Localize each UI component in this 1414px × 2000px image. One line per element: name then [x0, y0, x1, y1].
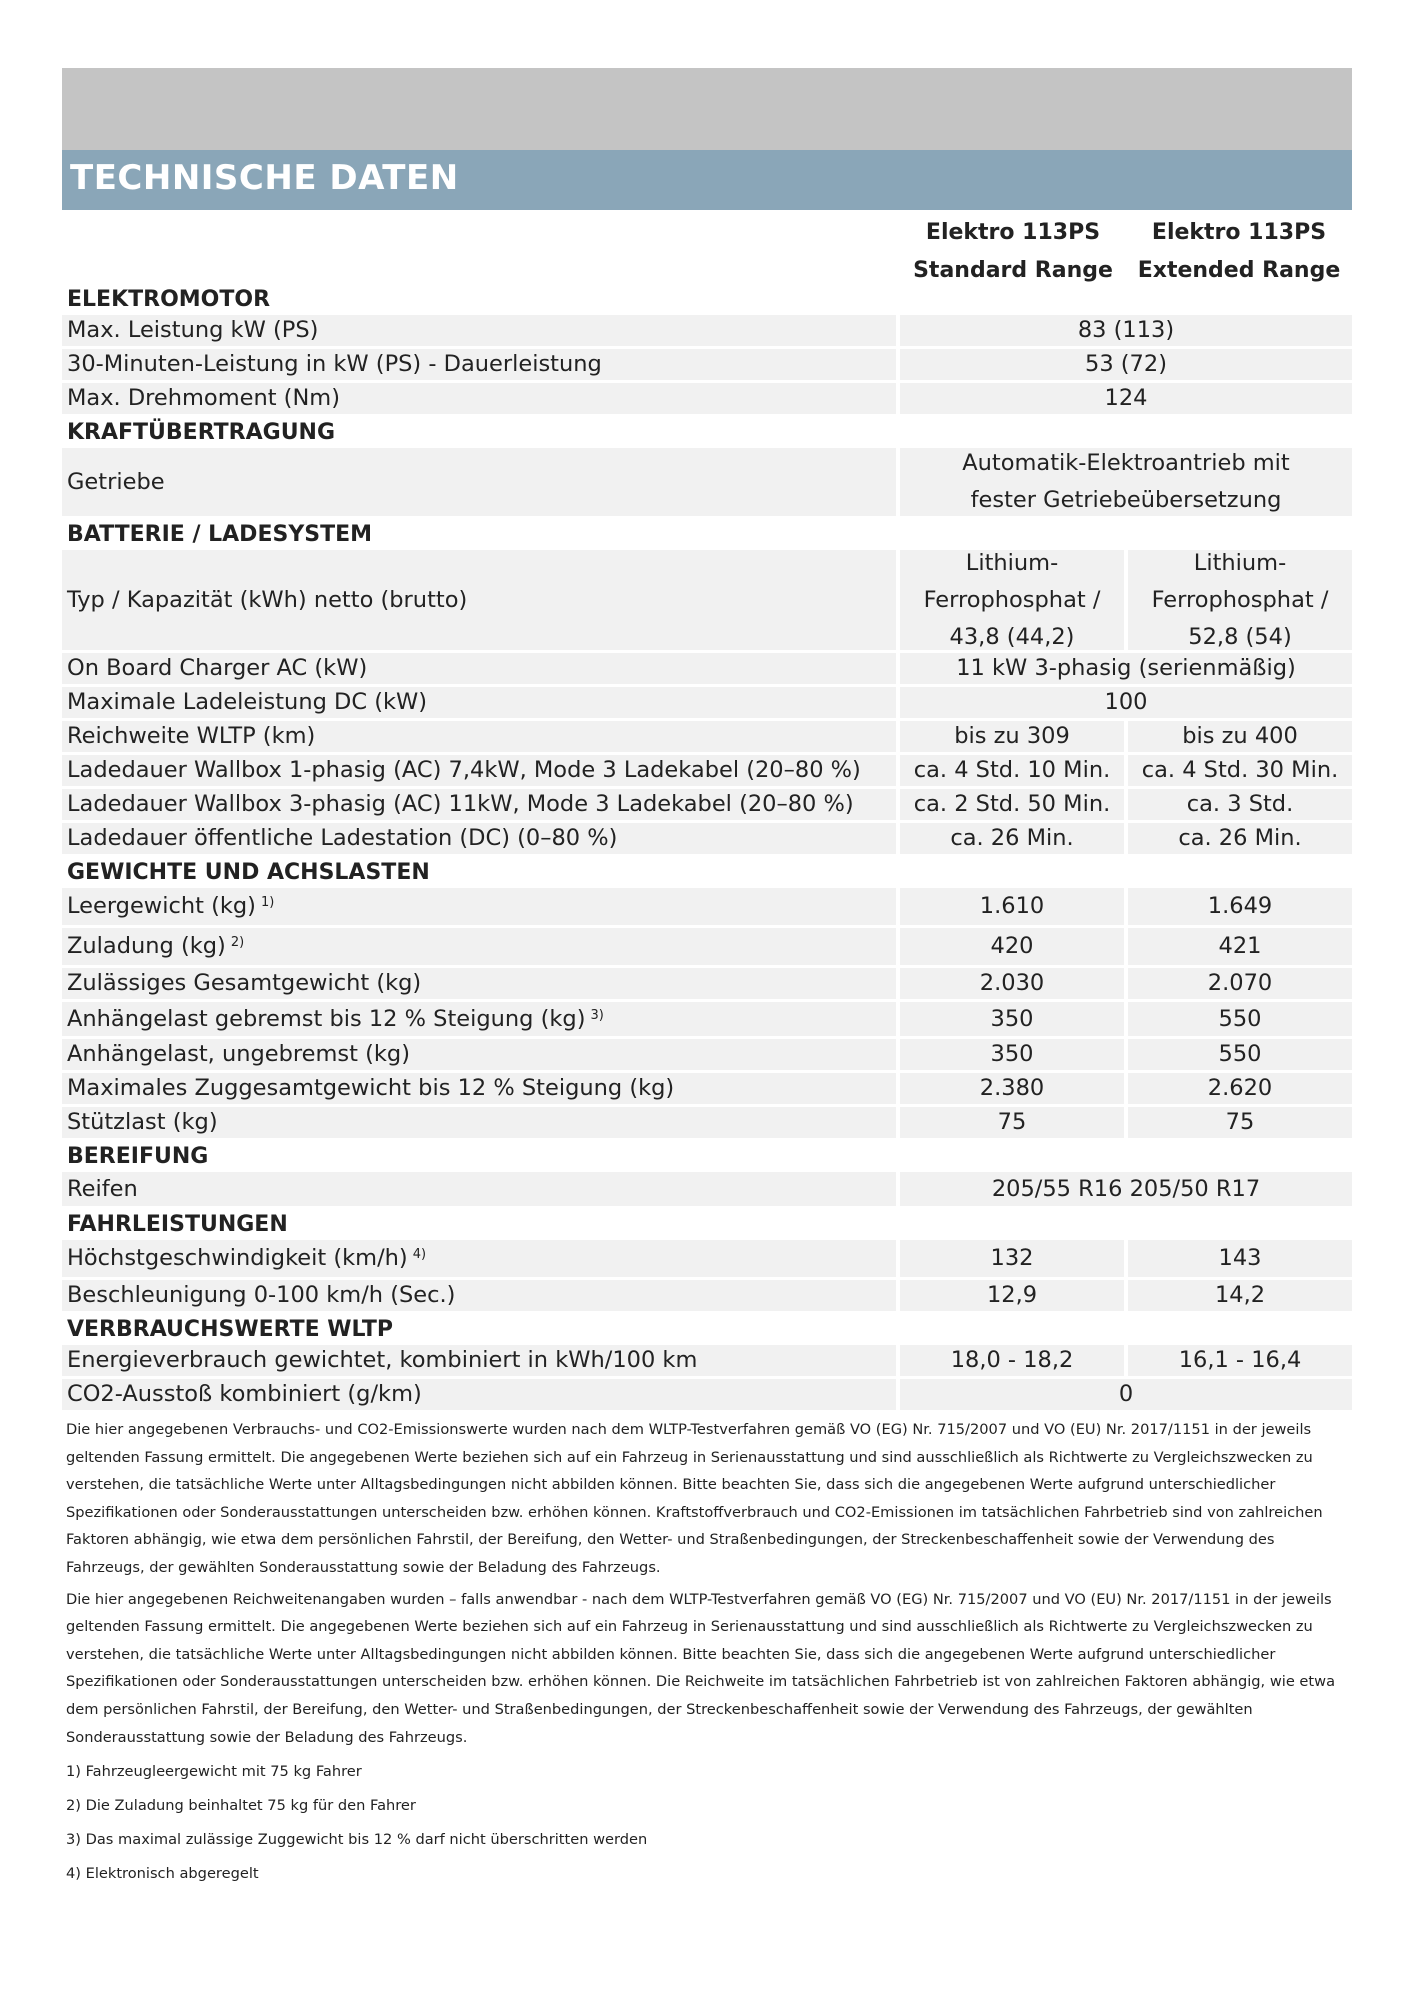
footnote: 1) Fahrzeugleergewicht mit 75 kg Fahrer — [66, 1763, 362, 1781]
spec-value-standard: 18,0 - 18,2 — [900, 1345, 1124, 1376]
spec-label-text: CO2-Ausstoß kombiniert (g/km) — [67, 1381, 422, 1407]
spec-label — [62, 1345, 896, 1376]
spec-label — [62, 383, 896, 414]
spec-value-extended: 550 — [1128, 1002, 1352, 1036]
legal-paragraph: Die hier angegebenen Verbrauchs- und CO2-Emissionswerte wurden nach dem WLTP-Testverfahren gemäß VO (EG) Nr. 715/2007 und VO (EU) Nr. 2017/1151 in der jeweils geltenden Fassung ermittelt. Die angegebenen Werte beziehen sich auf ein Fahrzeug in Serienausstattung und sind ausschließlich als Richtwerte zu Vergleichszwecken zu verstehen, die tatsächliche Werte unter Alltagsbedingungen nicht abbilden können. Bitte beachten Sie, dass sich die angegebenen Werte aufgrund unterschiedlicher Spezifikationen oder Sonderausstattungen unterscheiden bzw. erhöhen können. Kraftstoffverbrauch und CO2-Emissionen im tatsächlichen Fahrbetrieb sind von zahlreichen Faktoren abhängig, wie etwa dem persönlichen Fahrstil, der Bereifung, den Wetter- und Straßenbedingungen, der Streckenbeschaffenheit sowie der Verwendung des Fahrzeugs, der gewählten Sonderausstattung sowie der Beladung des Fahrzeugs. — [66, 1421, 1323, 1576]
spec-row — [62, 687, 1352, 718]
spec-value-standard: 12,9 — [900, 1280, 1124, 1311]
spec-label-text: Zulässiges Gesamtgewicht (kg) — [67, 970, 422, 996]
column-headers — [62, 210, 1352, 284]
spec-label-text: Max. Drehmoment (Nm) — [67, 385, 340, 411]
spec-label-text: Höchstgeschwindigkeit (km/h) — [67, 1245, 408, 1271]
section-heading: VERBRAUCHSWERTE WLTP — [67, 1317, 394, 1342]
spec-row — [62, 721, 1352, 752]
spec-label-text: Energieverbrauch gewichtet, kombiniert in kWh/100 km — [67, 1347, 698, 1373]
spec-value-standard: ca. 4 Std. 10 Min. — [900, 755, 1124, 786]
spec-table — [62, 284, 1352, 1410]
spec-label — [62, 315, 896, 346]
footnote: 4) Elektronisch abgeregelt — [66, 1865, 259, 1883]
spec-row — [62, 1039, 1352, 1070]
spec-row — [62, 968, 1352, 999]
spec-row — [62, 1240, 1352, 1277]
spec-row — [62, 315, 1352, 346]
spec-row — [62, 928, 1352, 965]
spec-row — [62, 1345, 1352, 1376]
spec-row — [62, 1107, 1352, 1138]
spec-label — [62, 1379, 896, 1410]
spec-label-text: Beschleunigung 0-100 km/h (Sec.) — [67, 1282, 456, 1308]
spec-label — [62, 349, 896, 380]
section-heading: BEREIFUNG — [67, 1144, 209, 1169]
spec-row — [62, 823, 1352, 854]
spec-label — [62, 789, 896, 820]
legal-notes — [62, 1416, 1352, 1891]
spec-label-text: Stützlast (kg) — [67, 1109, 218, 1135]
column-header-extended — [1126, 214, 1352, 290]
column-header-standard-line1: Elektro 113PS — [925, 220, 1101, 245]
page-title: TECHNISCHE DATEN — [70, 158, 459, 198]
spec-value-standard: Lithium-Ferrophosphat / 43,8 (44,2) — [900, 550, 1124, 650]
spec-label — [62, 823, 896, 854]
section-heading: GEWICHTE UND ACHSLASTEN — [67, 860, 430, 885]
spec-value-shared: 83 (113) — [900, 315, 1352, 346]
spec-label — [62, 755, 896, 786]
spec-row — [62, 1002, 1352, 1036]
spec-label — [62, 687, 896, 718]
spec-value-extended: ca. 4 Std. 30 Min. — [1128, 755, 1352, 786]
spec-value-extended: bis zu 400 — [1128, 721, 1352, 752]
spec-label-text: Typ / Kapazität (kWh) netto (brutto) — [67, 586, 468, 613]
footnote-marker: 3) — [590, 1007, 604, 1023]
spec-row — [62, 888, 1352, 925]
spec-label-text: Maximale Ladeleistung DC (kW) — [67, 689, 428, 715]
spec-label-text: 30-Minuten-Leistung in kW (PS) - Dauerleistung — [67, 351, 602, 377]
spec-row — [62, 653, 1352, 684]
footnote: 3) Das maximal zulässige Zuggewicht bis 12 % darf nicht überschritten werden — [66, 1831, 648, 1849]
spec-row — [62, 349, 1352, 380]
spec-row — [62, 755, 1352, 786]
spec-value-extended: 2.070 — [1128, 968, 1352, 999]
spec-label-text: Anhängelast gebremst bis 12 % Steigung (kg) — [67, 1005, 586, 1032]
spec-label — [62, 448, 896, 516]
section-heading: ELEKTROMOTOR — [67, 287, 271, 312]
spec-value-standard: 2.380 — [900, 1073, 1124, 1104]
spec-row — [62, 550, 1352, 650]
spec-label — [62, 1002, 896, 1036]
spec-label — [62, 1107, 896, 1138]
spec-value-extended: 16,1 - 16,4 — [1128, 1345, 1352, 1376]
footnote-marker: 4) — [412, 1247, 427, 1262]
spec-value-standard: 1.610 — [900, 888, 1124, 925]
spec-row — [62, 789, 1352, 820]
spec-value-extended: 1.649 — [1128, 888, 1352, 925]
spec-label — [62, 550, 896, 650]
section-heading: FAHRLEISTUNGEN — [67, 1212, 288, 1237]
spec-label-text: On Board Charger AC (kW) — [67, 655, 368, 681]
title-bar — [62, 150, 1352, 210]
spec-label-text: Reifen — [67, 1175, 138, 1202]
spec-value-standard: 132 — [900, 1240, 1124, 1277]
footnote-marker: 2) — [230, 935, 245, 950]
spec-row — [62, 1172, 1352, 1206]
section-heading: KRAFTÜBERTRAGUNG — [67, 420, 336, 445]
spec-value-shared: Automatik-Elektroantrieb mit fester Getriebeübersetzung — [900, 448, 1352, 516]
spec-label-text: Zuladung (kg) — [67, 933, 226, 959]
spec-label — [62, 968, 896, 999]
spec-value-standard: 420 — [900, 928, 1124, 965]
spec-label-text: Max. Leistung kW (PS) — [67, 317, 319, 343]
column-header-standard — [900, 214, 1126, 290]
spec-label — [62, 1240, 896, 1277]
spec-label — [62, 721, 896, 752]
spec-value-standard: 350 — [900, 1002, 1124, 1036]
spec-label-text: Ladedauer Wallbox 1-phasig (AC) 7,4kW, Mode 3 Ladekabel (20–80 %) — [67, 757, 861, 783]
spec-label-text: Ladedauer Wallbox 3-phasig (AC) 11kW, Mode 3 Ladekabel (20–80 %) — [67, 791, 854, 817]
spec-label — [62, 1039, 896, 1070]
spec-label — [62, 928, 896, 965]
spec-value-extended: ca. 3 Std. — [1128, 789, 1352, 820]
spec-value-extended: 14,2 — [1128, 1280, 1352, 1311]
spec-value-shared: 124 — [900, 383, 1352, 414]
spec-label — [62, 1073, 896, 1104]
spec-value-extended: Lithium-Ferrophosphat / 52,8 (54) — [1128, 550, 1352, 650]
spec-value-shared: 100 — [900, 687, 1352, 718]
spec-row — [62, 448, 1352, 516]
spec-row — [62, 383, 1352, 414]
spec-value-standard: 75 — [900, 1107, 1124, 1138]
column-header-standard-line2: Standard Range — [913, 258, 1113, 283]
spec-label-text: Ladedauer öffentliche Ladestation (DC) (0–80 %) — [67, 825, 618, 851]
spec-label — [62, 888, 896, 925]
spec-row — [62, 1280, 1352, 1311]
spec-value-standard: ca. 26 Min. — [900, 823, 1124, 854]
spec-label-text: Maximales Zuggesamtgewicht bis 12 % Steigung (kg) — [67, 1075, 675, 1101]
spec-label-text: Leergewicht (kg) — [67, 893, 256, 919]
spec-label — [62, 653, 896, 684]
spec-value-standard: 2.030 — [900, 968, 1124, 999]
legal-paragraph: Die hier angegebenen Reichweitenangaben wurden – falls anwendbar - nach dem WLTP-Testverfahren gemäß VO (EG) Nr. 715/2007 und VO (EU) Nr. 2017/1151 in der jeweils geltenden Fassung ermittelt. Die angegebenen Werte beziehen sich auf ein Fahrzeug in Serienausstattung und sind ausschließlich als Richtwerte zu Vergleichszwecken zu verstehen, die tatsächliche Werte unter Alltagsbedingungen nicht abbilden können. Bitte beachten Sie, dass sich die angegebenen Werte aufgrund unterschiedlicher Spezifikationen oder Sonderausstattungen unterscheiden bzw. erhöhen können. Die Reichweite im tatsächlichen Fahrbetrieb ist von zahlreichen Faktoren abhängig, wie etwa dem persönlichen Fahrstil, der Bereifung, den Wetter- und Straßenbedingungen, der Streckenbeschaffenheit sowie der Verwendung des Fahrzeugs, der gewählten Sonderausstattung sowie der Beladung des Fahrzeugs. — [66, 1590, 1336, 1746]
spec-value-standard: 350 — [900, 1039, 1124, 1070]
spec-value-shared: 0 — [900, 1379, 1352, 1410]
spec-label-text: Getriebe — [67, 468, 165, 495]
spec-row — [62, 1379, 1352, 1410]
spec-row — [62, 1073, 1352, 1104]
spec-value-extended: 550 — [1128, 1039, 1352, 1070]
spec-label — [62, 1172, 896, 1206]
footnote-marker: 1) — [260, 895, 275, 910]
spec-value-extended: 421 — [1128, 928, 1352, 965]
spec-value-standard: bis zu 309 — [900, 721, 1124, 752]
spec-sheet — [62, 68, 1352, 1891]
spec-value-extended: 143 — [1128, 1240, 1352, 1277]
spec-label-text: Reichweite WLTP (km) — [67, 723, 316, 749]
header-band — [62, 68, 1352, 150]
spec-label — [62, 1280, 896, 1311]
spec-label-text: Anhängelast, ungebremst (kg) — [67, 1041, 410, 1067]
spec-value-extended: ca. 26 Min. — [1128, 823, 1352, 854]
spec-value-shared: 205/55 R16 205/50 R17 — [900, 1172, 1352, 1206]
column-header-extended-line2: Extended Range — [1137, 258, 1341, 283]
spec-value-shared: 53 (72) — [900, 349, 1352, 380]
spec-value-extended: 75 — [1128, 1107, 1352, 1138]
section-heading: BATTERIE / LADESYSTEM — [67, 522, 373, 547]
spec-value-extended: 2.620 — [1128, 1073, 1352, 1104]
footnote: 2) Die Zuladung beinhaltet 75 kg für den Fahrer — [66, 1797, 416, 1815]
column-header-extended-line1: Elektro 113PS — [1151, 220, 1327, 245]
spec-value-shared: 11 kW 3-phasig (serienmäßig) — [900, 653, 1352, 684]
spec-value-standard: ca. 2 Std. 50 Min. — [900, 789, 1124, 820]
